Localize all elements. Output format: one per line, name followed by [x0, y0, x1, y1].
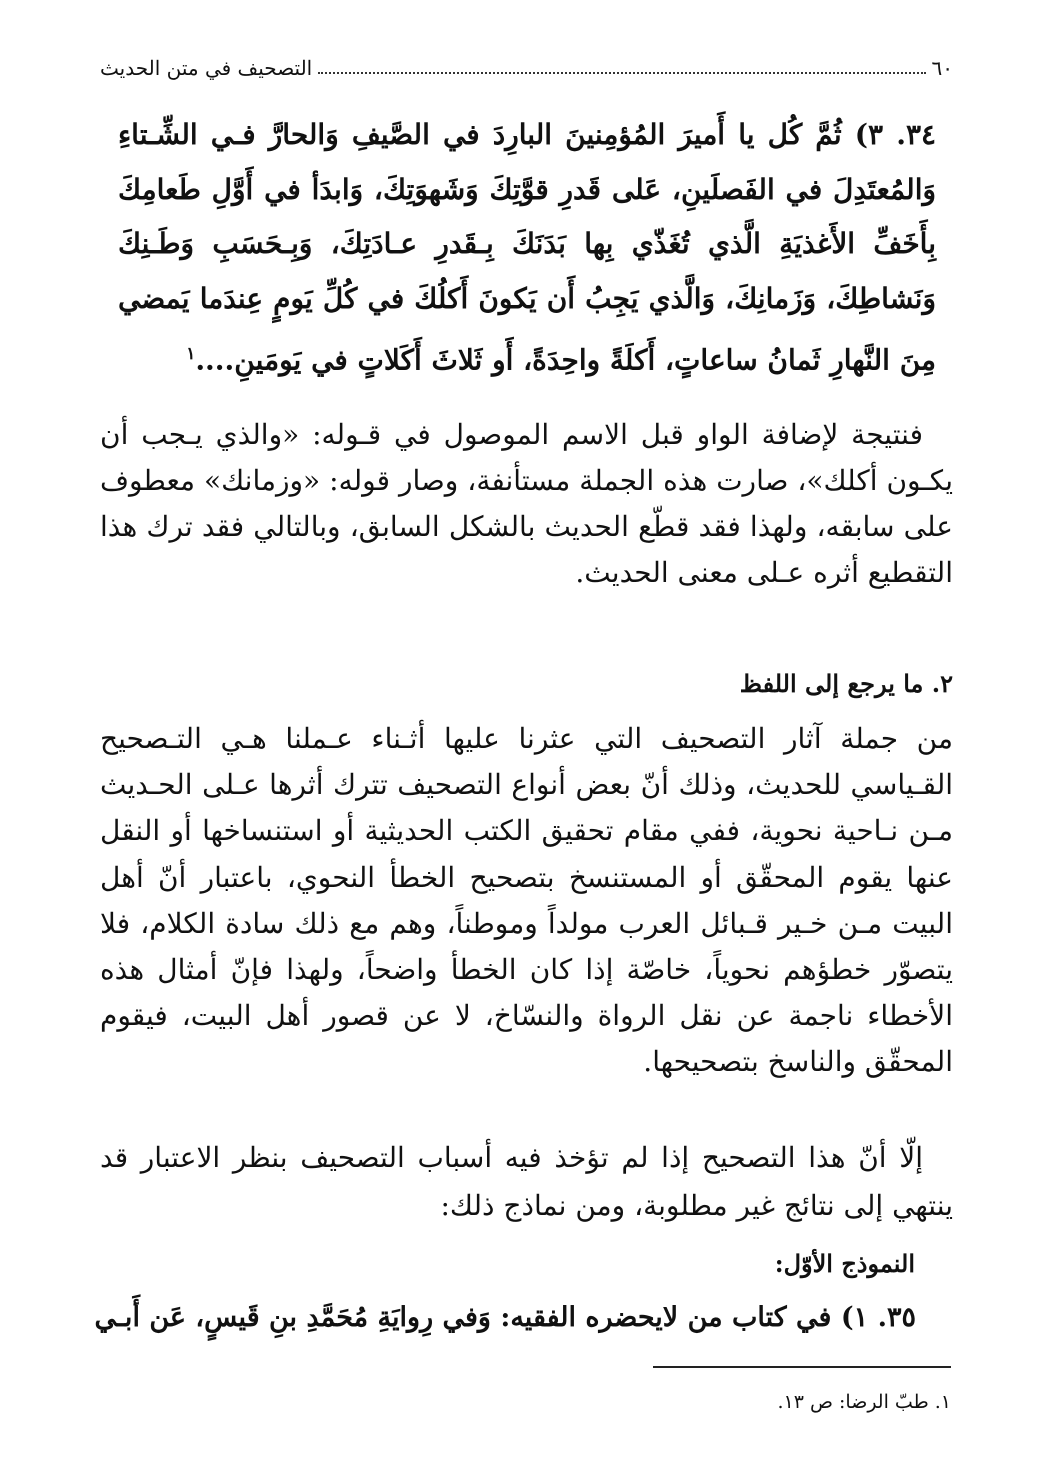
section-heading: ٢. ما يرجع إلى اللفظ [739, 669, 953, 698]
paragraph-2: من جملة آثار التصحيف التي عثرنا عليها أثـناء عـملنا هـي التـصحيح القـياسي للحديث، وذلك أنّ بعض أنواع التصحيف تترك أثرها عـلى الحـديث مـن نـاحية نحوية، ففي مقام تحقيق الكتب الحديثية أو استنساخها أو النقل عنها يقوم المحقّق أو المستنسخ بتصحيح الخطأ النحوي، باعتبار أنّ أهل البيت مـن خـير قـبائل العرب مولداً وموطناً، وهم مع ذلك سادة الكلام، فلا يتصوّر خطؤهم نحوياً، خاصّة إذا كان الخطأ واضحاً، ولهذا فإنّ أمثال هذه الأخطاء ناجمة عن نقل الرواة والنسّاخ، لا عن قصور أهل البيت، فيقوم المحقّق والناسخ بتصحيحها. [100, 722, 954, 1079]
footnote: ١. طبّ الرضا: ص ١٣. [777, 1391, 951, 1413]
hadith-35-text: في كتاب من لايحضره الفقيه: وَفي رِوايَةِ مُحَمَّدِ بنِ قَيسٍ، عَن أَبـي [94, 1302, 832, 1333]
page-number: ٦٠ [931, 56, 953, 80]
paragraph-1-text: فنتيجة لإضافة الواو قبل الاسم الموصول في قـوله: «والذي يـجب أن يكـون أكلك»، صارت هذه الجملة مستأنفة، وصار قوله: «وزمانك» معطوف على سابقه، ولهذا فقد قطّع الحديث بالشكل السابق، وبالتالي فقد ترك هذا التقطيع أثره عـلى معنى الحديث. [100, 418, 953, 589]
hadith-35-number: ٣٥. ١) [840, 1302, 916, 1333]
paragraph-3 [100, 1134, 953, 1230]
hadith-34-block [118, 108, 936, 388]
paragraph-1 [100, 412, 953, 596]
page-header [100, 40, 953, 80]
header-dotted-leader [318, 72, 925, 74]
hadith-35-block [95, 1298, 916, 1338]
footnote-divider [653, 1366, 951, 1368]
paragraph-3-text: إلّا أنّ هذا التصحيح إذا لم تؤخذ فيه أسباب التصحيف بنظر الاعتبار قد ينتهي إلى نتائج غير مطلوبة، ومن نماذج ذلك: [100, 1141, 953, 1222]
running-title: التصحيف في متن الحديث [100, 56, 313, 80]
hadith-34-number: ٣٤. ٣) [854, 118, 937, 151]
hadith-34-text: ثُمَّ كُل يا أَميرَ المُؤمِنينَ البارِدَ في الصَّيفِ وَالحارَّ فـي الشِّـتاءِ وَالمُعتَدِلَ في الفَصلَينِ، عَلى قَدرِ قوَّتِكَ وَشَهوَتِكَ، وَابدَأ في أَوَّلِ طَعامِكَ بِأَخَفِّ الأَغذيَةِ الَّذي تُغَذّي بِها بَدَنَكَ بِـقَدرِ عـادَتِكَ، وَبِـحَسَبِ وَطَـنِكَ وَنَشاطِكَ، وَزَمانِكَ، وَالَّذي يَجِبُ أَن يَكونَ أَكلُكَ في كُلِّ يَومٍ عِندَما يَمضي مِنَ النَّهارِ ثَمانُ ساعاتٍ، أَكلَةً واحِدَةً، أَو ثَلاثَ أَكَلاتٍ في يَومَينِ.... [118, 118, 936, 377]
footnote-reference: ١ [186, 343, 196, 363]
example-heading: النموذج الأوّل: [774, 1249, 915, 1278]
